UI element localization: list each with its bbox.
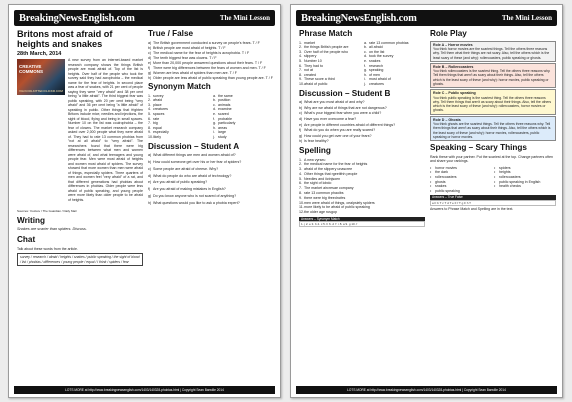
item-left: market	[304, 40, 315, 45]
item-right: creatures	[369, 81, 384, 86]
scary-column	[430, 166, 492, 194]
bullet-icon: •	[494, 184, 496, 189]
left-column	[17, 30, 143, 383]
item-key: 7.	[299, 186, 302, 191]
item-key: 10.	[299, 81, 304, 86]
item-right: scared	[218, 112, 229, 117]
item-letter: c.	[213, 102, 216, 107]
answers-synonym-heading: Answers – Synonym Match	[299, 217, 425, 221]
scary-things-heading: Speaking – Scary Things	[430, 143, 527, 153]
item-right: research	[369, 63, 383, 68]
item-key: 1.	[148, 93, 151, 98]
item-left: These score a third	[304, 77, 335, 82]
item-text: Are you afraid of public speaking?	[153, 180, 208, 185]
item-key: h)	[148, 75, 152, 80]
list-item	[148, 180, 274, 185]
item-key: 4.	[299, 54, 302, 59]
item-key: f)	[148, 65, 151, 70]
item-letter: g.	[213, 121, 216, 126]
article-photo	[17, 59, 65, 95]
list-item	[299, 134, 425, 139]
item-left: the things British people are	[304, 45, 349, 50]
article-title: Britons most afraid of heights and snakes	[17, 30, 113, 49]
scary-things-intro: Rank these with your partner. Put the scariest at the top. Change partners often and share your rankings.	[430, 154, 553, 164]
item-left: creatures	[153, 107, 168, 112]
phrase-match-list	[299, 41, 425, 87]
item-right: on the list	[369, 49, 385, 54]
item-key: h)	[299, 139, 303, 144]
role-name: Role B – Rollercoasters	[433, 64, 474, 69]
answers-tf-grid: a F b T c T d T e F f T g F h T	[430, 200, 556, 206]
item-key: 7.	[148, 121, 151, 126]
item-letter: i.	[364, 77, 366, 82]
item-key: 1.	[299, 157, 302, 162]
item-letter: a.	[213, 93, 216, 98]
scary-item-text: public speaking in English	[499, 179, 541, 184]
item-key: f)	[148, 187, 151, 192]
list-item	[299, 117, 425, 122]
scary-item-text: the dark	[435, 170, 448, 175]
scary-item-text: horror movies	[435, 165, 457, 170]
item-right: rate 13 common phobias	[369, 40, 409, 45]
writing-heading: Writing	[17, 215, 46, 225]
item-letter: h.	[364, 72, 367, 77]
item-letter: b.	[364, 45, 367, 50]
item-letter: f.	[213, 116, 215, 121]
item-text: more likely to be afraid of public speaking	[304, 205, 370, 210]
list-item	[299, 210, 425, 215]
item-text: More than 20,000 people answered questions about their fears. T / F	[153, 60, 263, 65]
list-item	[299, 123, 425, 128]
item-letter: g.	[364, 68, 367, 73]
item-key: c)	[148, 166, 151, 171]
item-letter: e.	[364, 58, 367, 63]
item-text: the medical name for the fear of heights	[304, 162, 368, 167]
list-item	[299, 100, 425, 105]
bullet-icon: •	[494, 170, 496, 175]
scary-item-text: rollercoasters	[499, 175, 521, 180]
list-item	[148, 41, 274, 46]
match-row	[299, 82, 425, 87]
list-item	[299, 128, 425, 133]
item-right: large	[218, 130, 226, 135]
article-sources: Sources: YouGov / The Guardian / Daily Mail	[17, 209, 77, 214]
item-key: 8.	[299, 72, 302, 77]
brand-title: BreakingNewsEnglish.com	[19, 12, 135, 24]
synonym-list	[148, 94, 274, 140]
item-key: 6.	[148, 116, 151, 121]
scary-item-text: rollercoasters	[435, 175, 457, 180]
role-name: Role D – Ghosts	[433, 117, 461, 122]
answers-note: Answers to Phrase Match and Spelling are in the text.	[430, 206, 514, 211]
item-right: most afraid of	[369, 77, 391, 82]
item-key: b)	[299, 105, 303, 110]
discussion-a-list	[148, 153, 274, 205]
item-left: created	[304, 72, 316, 77]
item-key: d)	[148, 173, 152, 178]
item-key: 3.	[148, 102, 151, 107]
bullet-icon: •	[494, 179, 496, 184]
list-item	[148, 167, 274, 172]
item-text: there were big ifreedncfes	[304, 195, 346, 200]
item-key: c)	[148, 50, 151, 55]
item-text: Is fear healthy?	[304, 139, 329, 144]
item-letter: a.	[364, 40, 367, 45]
item-key: 2.	[148, 98, 151, 103]
item-text: How could someone get over his or her fear of spiders?	[153, 160, 242, 165]
bullet-icon: •	[430, 179, 432, 184]
item-text: Some people are afraid of cheese. Why?	[153, 166, 219, 171]
item-right: took the survey	[369, 54, 394, 59]
scary-item-text: heights	[499, 170, 511, 175]
item-right: all afraid	[369, 45, 383, 50]
page-header	[296, 10, 557, 26]
item-key: b)	[148, 160, 152, 165]
scary-things-list	[430, 166, 556, 194]
scary-item-text: snakes	[435, 184, 447, 189]
item-key: a)	[148, 40, 152, 45]
list-item	[148, 76, 274, 81]
item-left: especially	[153, 130, 169, 135]
role-text: You think ghosts are the scariest things. Tell the others three reasons why. Tell them things that aren't as scary about their things. Also, tell the others which is the least scary of these (and why): horror movies, rollercoasters, public speaking or horror movies.	[433, 122, 551, 139]
item-text: What's your biggest fear when you were a child?	[304, 111, 382, 116]
lesson-subtitle: The Mini Lesson	[219, 14, 270, 22]
item-text: Are people in different countries afraid of different things?	[304, 122, 396, 127]
list-item	[148, 174, 274, 179]
item-text: A new vyrseu	[304, 157, 326, 162]
item-letter: i.	[213, 130, 215, 135]
chat-word-box: survey / research / afraid / heights / snakes / public speaking / the sight of blood / list / phobias / differences / young people / equal / I think / spiders / fear	[17, 253, 143, 266]
lesson-subtitle: The Mini Lesson	[501, 14, 552, 22]
item-letter: h.	[213, 125, 216, 130]
bullet-icon: •	[430, 175, 432, 180]
item-key: 6.	[299, 181, 302, 186]
item-key: 4.	[299, 171, 302, 176]
item-left: afraid	[153, 98, 162, 103]
role-text: You think public speaking is the scariest thing. Tell the others three reasons why. Tell them things that aren't as scary about their things. Also, tell the others which is the least scary of these (and why): rollercoasters, horror movies or ghosts.	[433, 95, 552, 113]
item-key: 3.	[299, 49, 302, 54]
item-key: 11.	[299, 205, 304, 210]
item-left: place	[153, 102, 162, 107]
item-right: areas	[218, 125, 227, 130]
item-left: equal	[153, 125, 162, 130]
left-column	[299, 30, 425, 383]
photo-caption: CREATIVE COMMONS	[19, 64, 43, 75]
list-item	[148, 51, 274, 56]
item-key: 5.	[299, 176, 302, 181]
item-letter: j.	[364, 81, 366, 86]
item-text: Other things that rgeetifnh people	[304, 171, 358, 176]
item-text: The tenth biggest fear was clowns. T / F	[153, 55, 217, 60]
item-text: What do people do who are afraid of technology?	[153, 173, 232, 178]
item-text: What are you most afraid of and why?	[304, 100, 365, 105]
item-text: the sight of lobdo	[304, 181, 332, 186]
item-key: 2.	[299, 162, 302, 167]
item-text: Are you afraid of making mistakes in English?	[153, 187, 226, 192]
item-text: rate 13 common phaoibs	[304, 190, 344, 195]
answers-synonym-grid: 1. j 2. e 3. b 4. c 5. h 6. d 7. i 8. a 9. g 10. f	[299, 221, 425, 227]
item-key: 9.	[148, 130, 151, 135]
item-left: rate	[153, 116, 160, 121]
item-right: the same	[218, 93, 233, 98]
item-left: Number 10	[304, 58, 322, 63]
spelling-heading: Spelling	[299, 145, 331, 155]
scary-item-text: health checks	[499, 184, 521, 189]
list-item	[148, 71, 274, 76]
item-key: 9.	[299, 195, 302, 200]
item-right: examine	[218, 107, 232, 112]
item-letter: c.	[364, 49, 367, 54]
chat-intro: Talk about these words from the article.	[17, 246, 78, 251]
photo-credit: VIA KOOLKITTEN FLICKR.COM	[19, 89, 63, 94]
item-text: The medical name for the fear of heights is acrophobia. T / F	[153, 50, 250, 55]
writing-prompt: Snakes are scarier than spiders. Discuss.	[17, 227, 87, 232]
item-text: British people are most afraid of heights. T / F	[153, 45, 226, 50]
item-key: f)	[299, 128, 302, 133]
list-item	[299, 111, 425, 116]
role-play-heading: Role Play	[430, 30, 467, 38]
item-right: animals	[218, 102, 231, 107]
bullet-icon: •	[494, 175, 496, 180]
item-key: e)	[299, 122, 303, 127]
list-item	[148, 61, 274, 66]
scary-column	[494, 166, 556, 194]
item-letter: b.	[213, 98, 216, 103]
item-right: of men	[369, 72, 380, 77]
spelling-list	[299, 158, 425, 215]
item-text: Older people are less afraid of public speaking than young people are. T / F	[153, 75, 273, 80]
item-text: Why are we afraid of things that are not dangerous?	[304, 105, 387, 110]
item-text: What do you do when you are really scared?	[304, 128, 376, 133]
role-text: You think horror movies are the scariest things. Tell the others three reasons why. Tell them what their things are not scary. Also, tell the others which is the least scary of these (and why): rollercoasters, public speaking or ghosts.	[433, 46, 550, 60]
role-card-b	[430, 63, 556, 88]
chat-heading: Chat	[17, 235, 36, 245]
phrase-match-heading: Phrase Match	[299, 30, 353, 38]
discussion-b-heading: Discussion – Student B	[299, 88, 391, 98]
list-item	[148, 153, 274, 158]
item-key: b)	[148, 45, 152, 50]
page-footer[interactable]: LOTS MORE at http://www.breakingnewsenglish.com/1403/140328-phobias.html | Copyright Sean Banville 2014	[14, 386, 275, 394]
item-right: snakes	[369, 58, 381, 63]
item-left: big	[153, 121, 158, 126]
item-right: position	[218, 98, 231, 103]
bullet-icon: •	[430, 170, 432, 175]
right-column	[430, 30, 556, 383]
item-letter: f.	[364, 63, 366, 68]
list-item	[148, 194, 274, 199]
list-item	[148, 160, 274, 165]
list-item	[148, 66, 274, 71]
item-key: 10.	[148, 135, 153, 140]
article-date: 28th March, 2014	[17, 51, 62, 58]
bullet-icon: •	[494, 165, 496, 170]
discussion-a-heading: Discussion – Student A	[148, 141, 240, 151]
item-key: g)	[148, 193, 152, 198]
true-false-list	[148, 41, 274, 80]
item-left: spaces	[153, 112, 165, 117]
item-text: afraid of the slippery unascree	[304, 167, 353, 172]
item-key: h)	[148, 200, 152, 205]
list-item	[299, 106, 425, 111]
page-footer[interactable]: LOTS MORE at http://www.breakingnewsenglish.com/1403/140328-phobias.html | Copyright Sean Banville 2014	[296, 386, 557, 394]
item-text: How could you get over one of your fears?	[304, 133, 372, 138]
item-right: particularly	[218, 121, 236, 126]
item-key: 6.	[299, 63, 302, 68]
item-key: 12.	[299, 210, 304, 215]
list-item	[299, 139, 425, 144]
item-key: 4.	[148, 107, 151, 112]
item-key: e)	[148, 180, 152, 185]
item-key: 5.	[299, 58, 302, 63]
item-key: d)	[299, 116, 303, 121]
item-text: What different things are men and women afraid of?	[153, 153, 236, 158]
item-text: What questions would you like to ask a phobia expert?	[153, 200, 240, 205]
list-item	[148, 201, 274, 206]
page-header	[14, 10, 275, 26]
item-letter: d.	[364, 54, 367, 59]
match-row	[148, 135, 274, 140]
item-key: a)	[299, 100, 303, 105]
item-letter: e.	[213, 112, 216, 117]
item-key: 9.	[299, 77, 302, 82]
article-body: A new survey from an internet-based market research company shows the things British people are most afraid of. Top of the list is heights. Over half of the people who took the survey said they had acrophobia – the medical name for the fear of heights. In second place was a fear of snakes, with 21 per cent of people saying they were "very afraid" and 38 per cent being "a little afraid". The third biggest fear was public speaking, with 20 per cent being "very afraid" and 36 per cent being "a little afraid" of speaking in public. Other things that frighten Britons include mice, needles and injections, the sight of blood, flying and being in small spaces. Number 10 on the list was coulrophobia – the fear of clowns. The market research company asked over 2,000 people what they were afraid of. They had to rate 13 common phobias from "not at all afraid" to "very afraid". The researchers found that there were big differences between what men and women were afraid of, and what teenagers and young people fear. Men were most afraid of heights and women most afraid of spiders. The survey showed that more women than men were afraid of things, especially spiders. Three quarters of men and women feel "very afraid" of a rat, and that different generations had phobias about differences in phobias. Older people were less afraid of public speaking, and young people were more likely than older people to be afraid of heights.	[68, 58, 143, 202]
scary-item	[494, 184, 556, 189]
item-left: not at	[304, 68, 313, 73]
item-text: There were big differences between the fears of women and men. T / F	[153, 65, 266, 70]
item-key: g)	[299, 133, 303, 138]
brand-title: BreakingNewsEnglish.com	[301, 12, 417, 24]
item-right: study	[218, 135, 227, 140]
synonym-heading: Synonym Match	[148, 82, 211, 92]
item-text: Do you know anyone who is not scared of anything?	[153, 193, 237, 198]
answers-tf-heading: Answers – True False	[430, 195, 556, 199]
role-card-a	[430, 41, 556, 62]
list-item	[148, 56, 274, 61]
item-text: the older age rusgop	[304, 210, 337, 215]
scary-item-text: ghosts	[435, 179, 446, 184]
scary-item	[430, 189, 492, 194]
item-key: a)	[148, 153, 152, 158]
bullet-icon: •	[430, 165, 432, 170]
item-key: 10.	[299, 200, 304, 205]
item-letter: j.	[213, 135, 215, 140]
item-key: 1.	[299, 40, 302, 45]
item-text: men were afraid of things, cealpsiely spiders	[304, 200, 375, 205]
item-left: slippery	[304, 54, 317, 59]
right-column	[148, 30, 274, 383]
item-left: likely	[153, 135, 161, 140]
item-right: speaking	[369, 68, 384, 73]
item-key: 8.	[299, 190, 302, 195]
bullet-icon: •	[430, 184, 432, 189]
item-key: 3.	[299, 167, 302, 172]
item-right: probable	[218, 116, 232, 121]
item-key: 8.	[148, 125, 151, 130]
item-text: Have you ever overcome a fear?	[304, 116, 357, 121]
item-letter: d.	[213, 107, 216, 112]
item-text: Women are less afraid of spiders than men are. T / F	[153, 70, 237, 75]
worksheet-page-2	[290, 4, 563, 398]
role-card-c	[430, 89, 556, 114]
item-left: They had to	[304, 63, 323, 68]
item-text: The market aircresae company	[304, 186, 354, 191]
item-key: d)	[148, 55, 152, 60]
scary-item-text: spiders	[499, 165, 511, 170]
true-false-heading: True / False	[148, 30, 194, 38]
list-item	[148, 46, 274, 51]
role-text: You think rollercoasters is the scariest thing. Tell the others three reasons why. Tell them things that aren't as scary about their things. Also, tell the others which is the least scary of these (and why): horror movies, public speaking or ghosts.	[433, 69, 551, 86]
item-left: Over half of the people who	[304, 49, 348, 54]
list-item	[148, 187, 274, 192]
role-name: Role C – Public speaking	[433, 91, 476, 96]
item-key: 5.	[148, 112, 151, 117]
item-key: g)	[148, 70, 152, 75]
role-card-d	[430, 116, 556, 141]
item-left: afraid of public	[304, 81, 328, 86]
worksheet-page-1	[8, 4, 281, 398]
bullet-icon: •	[430, 188, 432, 193]
discussion-b-list	[299, 100, 425, 144]
role-name: Role A – Horror movies	[433, 42, 473, 47]
item-text: Needles and iictnjsoen	[304, 176, 341, 181]
item-left: survey	[153, 93, 164, 98]
item-key: e)	[148, 60, 152, 65]
item-text: The British government conducted a survey on people's fears. T / F	[153, 40, 260, 45]
scary-item-text: public speaking	[435, 188, 460, 193]
item-key: 7.	[299, 68, 302, 73]
item-key: 2.	[299, 45, 302, 50]
item-key: c)	[299, 111, 302, 116]
